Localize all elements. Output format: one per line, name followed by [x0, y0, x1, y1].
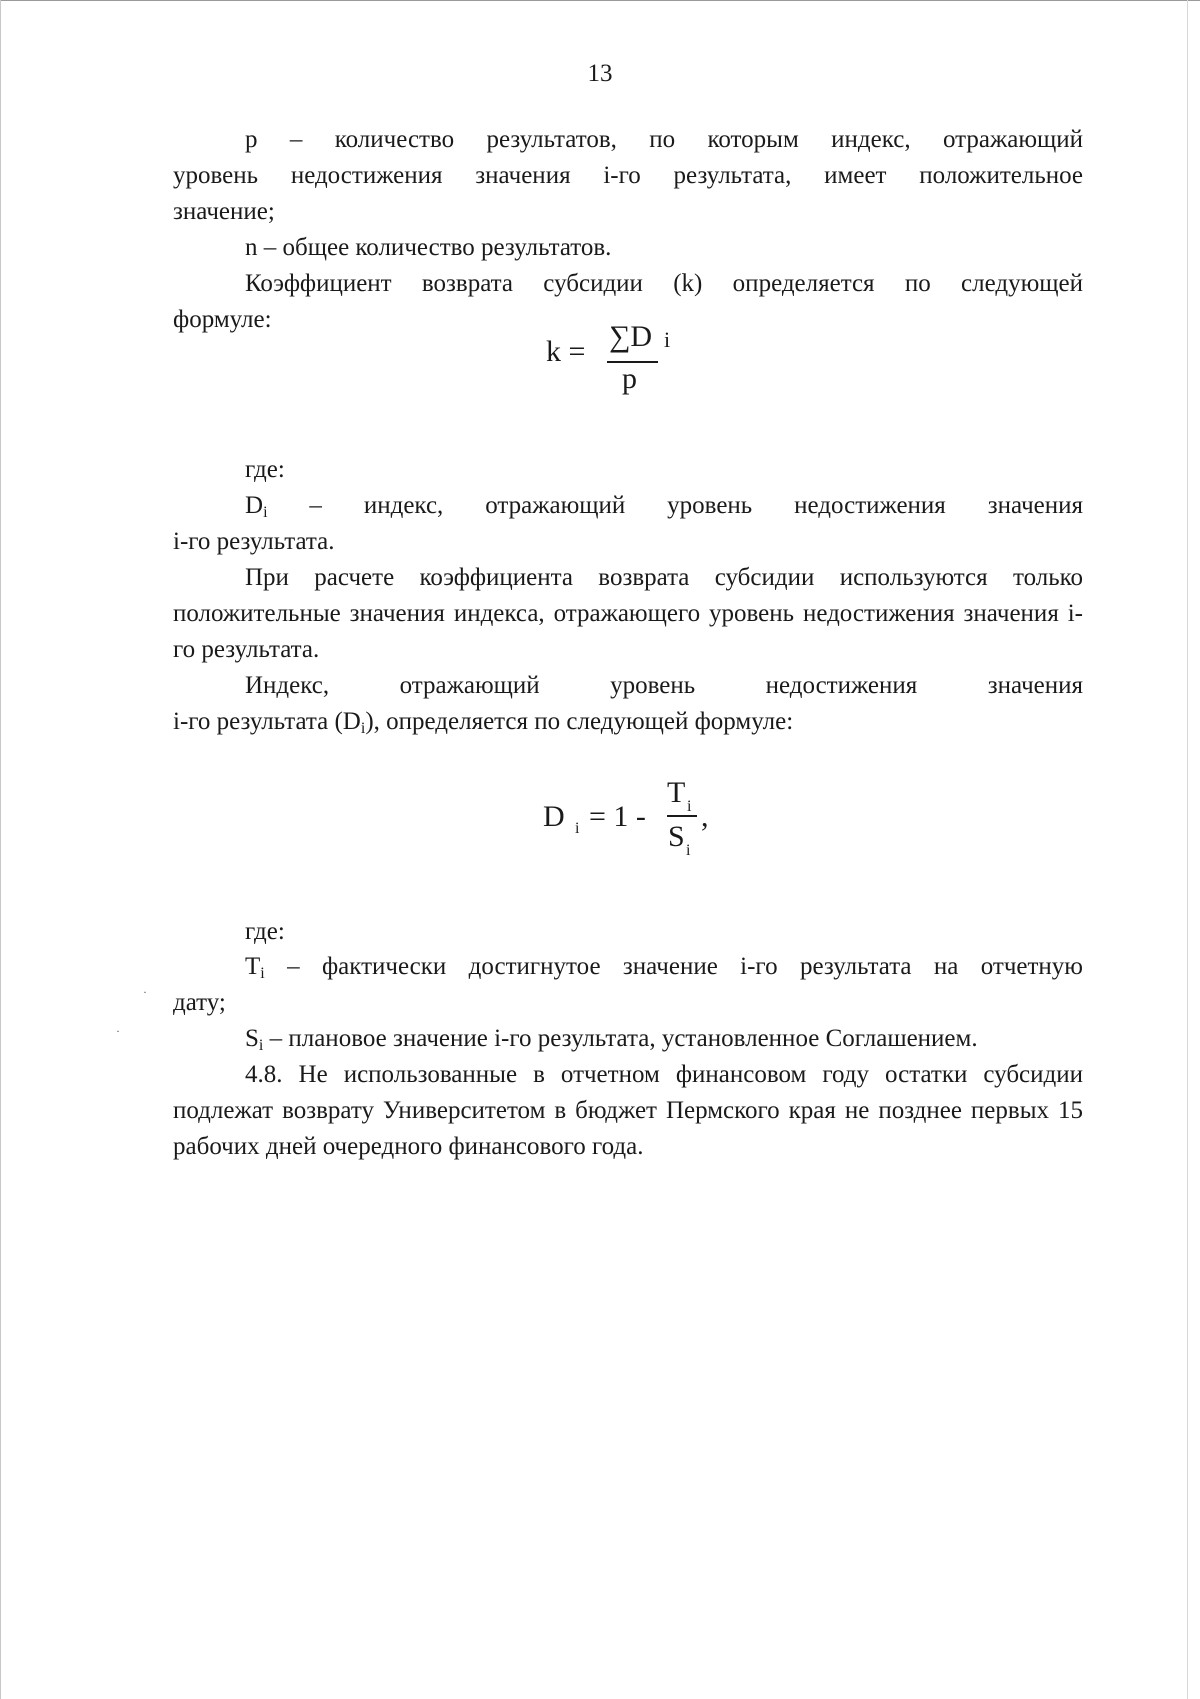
di-definition-line-2: i-го результата.	[173, 528, 335, 555]
calc-note-text: При расчете коэффициента возврата субсидии используются только положительные значения индекса, отражающего уровень недостижения значения i-го результата.	[173, 564, 1083, 663]
index-intro-line-2-a: i-го результата (D	[173, 708, 361, 735]
si-definition-rest: – плановое значение i-го результата, установленное Соглашением.	[263, 1025, 978, 1052]
di-definition-line-1	[173, 488, 1083, 524]
p-definition	[173, 122, 1083, 230]
formula-k-numerator	[609, 320, 652, 354]
index-intro	[173, 668, 1083, 740]
where-1	[173, 452, 1083, 488]
ti-symbol: T	[245, 953, 261, 980]
index-intro-subscript: i	[360, 720, 366, 737]
ti-definition	[173, 949, 1083, 1021]
formula-k-denominator: p	[622, 362, 637, 395]
formula-d-denominator-sub: i	[686, 842, 691, 859]
ti-definition-line-1	[173, 949, 1083, 985]
formula-d-numerator: T	[667, 776, 686, 809]
si-symbol: S	[245, 1025, 259, 1052]
scan-speck: ·	[116, 1024, 120, 1038]
index-intro-line-2	[173, 704, 1083, 740]
calc-note	[173, 560, 1083, 668]
paragraph-4-8	[173, 1057, 1083, 1165]
formula-k-numerator-var: D	[630, 320, 653, 353]
formula-d	[543, 776, 743, 870]
formula-d-numerator-sub: i	[687, 798, 692, 815]
p-definition-line-3: значение;	[173, 198, 275, 225]
n-definition-line: n – общее количество результатов.	[245, 234, 612, 261]
coefficient-intro-line-2: формуле:	[173, 306, 272, 333]
where-2	[173, 914, 1083, 950]
formula-d-equals: = 1 -	[589, 800, 646, 833]
coefficient-intro-line-1: Коэффициент возврата субсидии (k) определяется по следующей	[245, 270, 1083, 297]
formula-k	[546, 320, 746, 398]
where-2-label: где:	[245, 918, 285, 945]
si-definition-line	[173, 1021, 1083, 1057]
index-intro-line-1: Индекс, отражающий уровень недостижения значения	[245, 672, 1083, 699]
ti-definition-line-2: дату;	[173, 989, 226, 1016]
di-definition-rest: – индекс, отражающий уровень недостижения значения	[267, 492, 1083, 519]
page-number: 13	[587, 60, 613, 87]
formula-k-lhs: k =	[546, 335, 586, 368]
si-definition	[173, 1021, 1083, 1057]
formula-d-lhs-sub: i	[575, 820, 580, 837]
formula-d-comma: ,	[701, 800, 709, 833]
sigma-symbol: ∑	[609, 320, 631, 353]
di-definition	[173, 488, 1083, 560]
formula-k-numerator-sub: i	[664, 327, 671, 352]
p-definition-line-1: p – количество результатов, по которым индекс, отражающий	[245, 126, 1083, 153]
ti-definition-rest: – фактически достигнутое значение i-го результата на отчетную	[264, 953, 1083, 980]
di-subscript: i	[263, 504, 268, 521]
scan-edge-top	[0, 0, 1200, 1]
si-subscript: i	[258, 1037, 264, 1054]
formula-d-denominator: S	[668, 820, 685, 853]
scan-edge-left	[0, 0, 1, 1699]
n-definition	[173, 230, 1083, 266]
index-intro-line-2-b: ), определяется по следующей формуле:	[365, 708, 794, 735]
formula-d-lhs: D	[543, 800, 565, 833]
paragraph-4-8-text: 4.8. Не использованные в отчетном финансовом году остатки субсидии подлежат возврату Университетом в бюджет Пермского края не позднее первых 15 рабочих дней очередного финансового года.	[173, 1061, 1083, 1160]
scan-edge-right	[1187, 0, 1188, 1699]
di-symbol: D	[245, 492, 264, 519]
scan-speck: ·	[143, 985, 147, 999]
ti-subscript: i	[260, 965, 265, 982]
formula-d-fraction-bar	[667, 815, 697, 817]
where-1-label: где:	[245, 456, 285, 483]
p-definition-line-2: уровень недостижения значения i-го результата, имеет положительное	[173, 162, 1083, 189]
